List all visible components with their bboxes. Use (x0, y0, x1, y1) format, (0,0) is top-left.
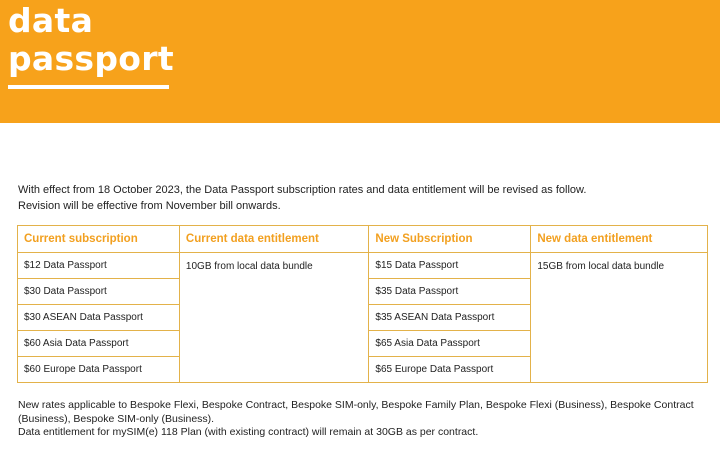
footnote-mysim-entitlement: Data entitlement for mySIM(e) 118 Plan (with existing contract) will remain at 30GB as per contract. (18, 426, 479, 438)
intro-line-1: With effect from 18 October 2023, the Data Passport subscription rates and data entitlement will be revised as follow. (18, 184, 587, 196)
current-subscription-cell: $30 Data Passport (18, 279, 180, 305)
intro-line-2: Revision will be effective from November bill onwards. (18, 200, 281, 212)
rates-table (17, 225, 708, 383)
new-subscription-cell: $35 ASEAN Data Passport (369, 305, 531, 331)
logo-line-data: data (8, 1, 94, 40)
current-subscription-cell: $30 ASEAN Data Passport (18, 305, 180, 331)
current-subscription-cell: $12 Data Passport (18, 253, 180, 279)
footnotes (18, 399, 698, 440)
logo-underline (8, 85, 169, 89)
new-subscription-cell: $65 Europe Data Passport (369, 357, 531, 383)
table-row (18, 253, 708, 279)
current-subscription-cell: $60 Europe Data Passport (18, 357, 180, 383)
current-entitlement-cell: 10GB from local data bundle (179, 253, 368, 383)
current-subscription-cell: $60 Asia Data Passport (18, 331, 180, 357)
header-new-subscription: New Subscription (369, 226, 531, 253)
data-passport-logo (8, 2, 174, 78)
table-header-row (18, 226, 708, 253)
header-banner (0, 0, 720, 123)
header-current-subscription: Current subscription (18, 226, 180, 253)
new-subscription-cell: $15 Data Passport (369, 253, 531, 279)
header-current-entitlement: Current data entitlement (179, 226, 368, 253)
footnote-applicable-plans: New rates applicable to Bespoke Flexi, Bespoke Contract, Bespoke SIM-only, Bespoke Family Plan, Bespoke Flexi (Business), Bespoke Contract (Business), Bespoke SIM-only (Business). (18, 399, 694, 425)
new-subscription-cell: $65 Asia Data Passport (369, 331, 531, 357)
new-subscription-cell: $35 Data Passport (369, 279, 531, 305)
header-new-entitlement: New data entitlement (531, 226, 708, 253)
logo-line-passport: passport (8, 39, 174, 78)
new-entitlement-cell: 15GB from local data bundle (531, 253, 708, 383)
intro-text (18, 182, 586, 214)
